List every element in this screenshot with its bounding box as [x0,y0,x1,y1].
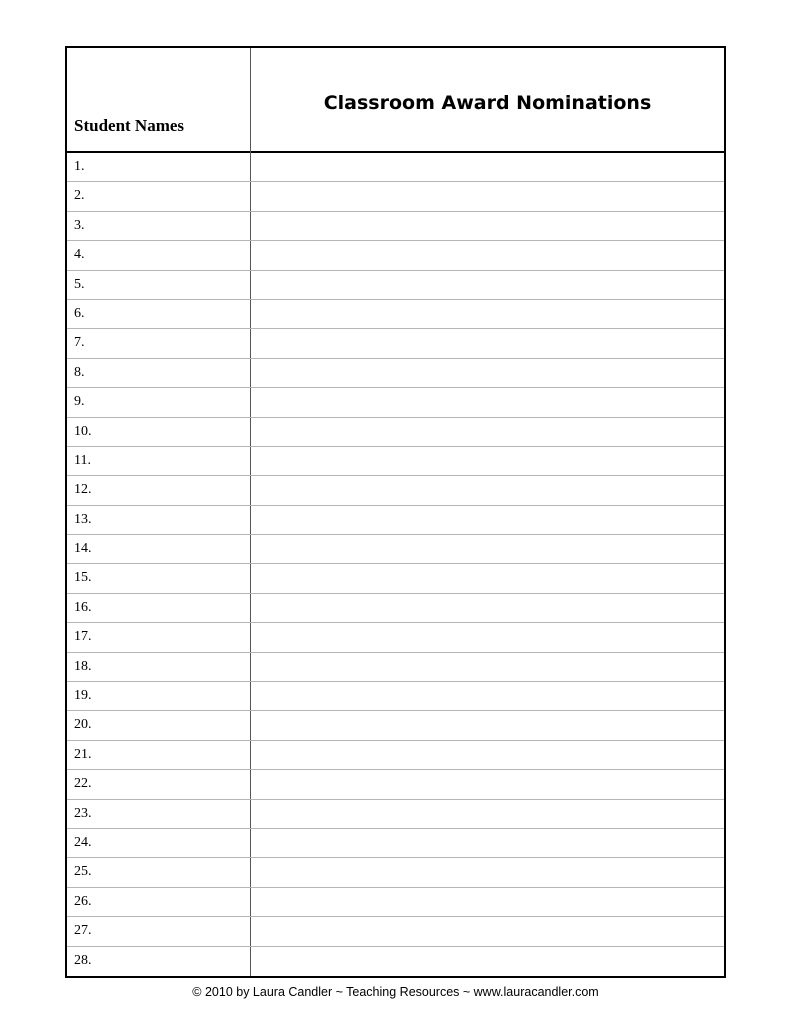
row-number: 21. [74,746,92,762]
nomination-field[interactable] [251,447,724,475]
nomination-field[interactable] [251,947,724,976]
row-number: 6. [74,305,85,321]
nomination-field[interactable] [251,271,724,299]
row-number: 19. [74,688,92,704]
nomination-field[interactable] [251,300,724,328]
row-number: 5. [74,276,85,292]
table-row [67,506,724,535]
row-number: 8. [74,364,85,380]
nomination-field[interactable] [251,711,724,739]
row-number: 27. [74,923,92,939]
row-number: 25. [74,864,92,880]
form-header [67,48,724,153]
nomination-field[interactable] [251,212,724,240]
table-row [67,770,724,799]
nomination-field[interactable] [251,594,724,622]
nomination-rows [67,153,724,976]
row-number: 11. [74,452,91,468]
row-number: 28. [74,952,92,968]
nomination-field[interactable] [251,623,724,651]
nomination-field[interactable] [251,653,724,681]
nomination-field[interactable] [251,506,724,534]
table-row [67,682,724,711]
table-row [67,418,724,447]
row-number: 14. [74,541,92,557]
table-row [67,241,724,270]
table-row [67,653,724,682]
table-row [67,329,724,358]
table-row [67,888,724,917]
table-row [67,359,724,388]
table-row [67,623,724,652]
row-number: 4. [74,247,85,263]
table-row [67,212,724,241]
nomination-form [65,46,726,978]
table-row [67,947,724,976]
row-number: 7. [74,335,85,351]
nomination-field[interactable] [251,800,724,828]
student-names-label: Student Names [74,116,185,135]
nomination-field[interactable] [251,888,724,916]
nomination-field[interactable] [251,858,724,886]
nomination-field[interactable] [251,741,724,769]
nomination-field[interactable] [251,829,724,857]
table-row [67,741,724,770]
nomination-field[interactable] [251,241,724,269]
table-row [67,153,724,182]
table-row [67,271,724,300]
nomination-field[interactable] [251,682,724,710]
copyright-footer: © 2010 by Laura Candler ~ Teaching Resources ~ www.lauracandler.com [192,985,599,999]
page-title: Classroom Award Nominations [323,92,652,114]
row-number: 26. [74,893,92,909]
row-number: 20. [74,717,92,733]
nomination-field[interactable] [251,182,724,210]
row-number: 10. [74,423,92,439]
table-row [67,594,724,623]
nomination-field[interactable] [251,153,724,181]
table-row [67,182,724,211]
table-row [67,858,724,887]
nomination-field[interactable] [251,535,724,563]
row-number: 2. [74,188,85,204]
row-number: 22. [74,776,92,792]
table-row [67,476,724,505]
row-number: 9. [74,394,85,410]
table-row [67,388,724,417]
nomination-field[interactable] [251,564,724,592]
row-number: 13. [74,511,92,527]
row-number: 17. [74,629,92,645]
nomination-field[interactable] [251,917,724,945]
nomination-field[interactable] [251,770,724,798]
table-row [67,711,724,740]
row-number: 16. [74,599,92,615]
row-number: 12. [74,482,92,498]
row-number: 3. [74,217,85,233]
row-number: 1. [74,159,85,174]
nomination-field[interactable] [251,476,724,504]
row-number: 18. [74,658,92,674]
table-row [67,564,724,593]
table-row [67,300,724,329]
nomination-field[interactable] [251,329,724,357]
table-row [67,447,724,476]
row-number: 15. [74,570,92,586]
table-row [67,800,724,829]
row-number: 24. [74,834,92,850]
row-number: 23. [74,805,92,821]
table-row [67,829,724,858]
nomination-field[interactable] [251,388,724,416]
table-row [67,535,724,564]
table-row [67,917,724,946]
nomination-field[interactable] [251,418,724,446]
nomination-field[interactable] [251,359,724,387]
